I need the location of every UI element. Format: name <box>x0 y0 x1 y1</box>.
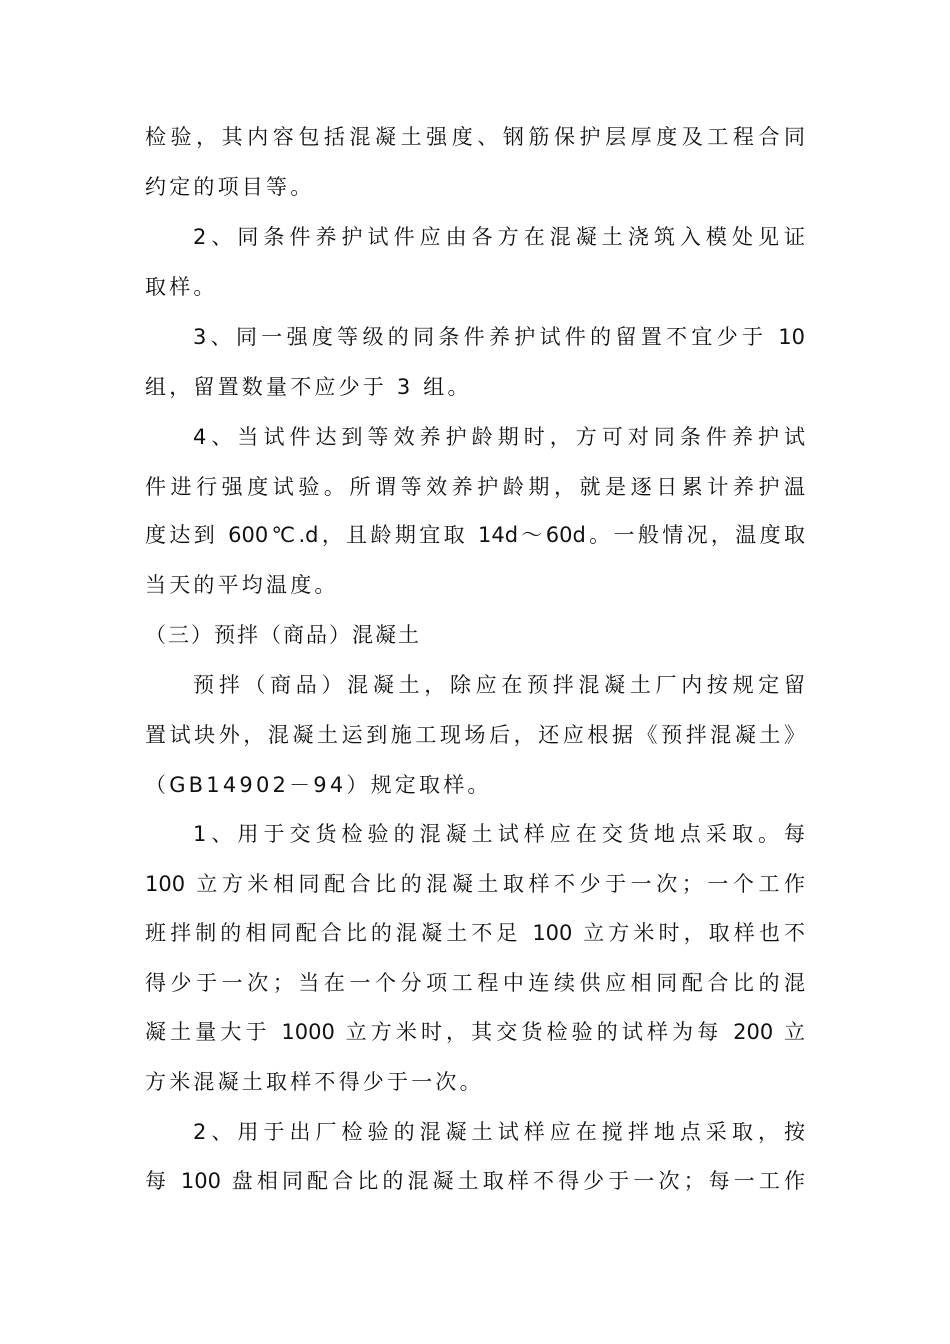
text-line: 置试块外，混凝土运到施工现场后，还应根据《预拌混凝土》 <box>145 723 805 747</box>
text-line: （GB14902－94）规定取样。 <box>145 773 492 797</box>
text-line: 凝土量大于 1000 立方米时，其交货检验的试样为每 200 立 <box>145 1020 805 1044</box>
text-line: 检验，其内容包括混凝土强度、钢筋保护层厚度及工程合同 <box>145 125 805 149</box>
text-line: 组，留置数量不应少于 3 组。 <box>145 375 472 399</box>
text-line: 班拌制的相同配合比的混凝土不足 100 立方米时，取样也不 <box>145 921 805 945</box>
paragraph-start-line: 预拌（商品）混凝土，除应在预拌混凝土厂内按规定留 <box>193 673 805 697</box>
paragraph-start-line: 1、用于交货检验的混凝土试样应在交货地点采取。每 <box>193 822 805 846</box>
paragraph-start-line: 3、同一强度等级的同条件养护试件的留置不宜少于 10 <box>193 325 805 349</box>
text-line: 方米混凝土取样不得少于一次。 <box>145 1070 484 1094</box>
text-line: 每 100 盘相同配合比的混凝土取样不得少于一次；每一工作 <box>145 1169 805 1193</box>
text-line: 得少于一次；当在一个分项工程中连续供应相同配合比的混 <box>145 971 805 995</box>
text-line: 当天的平均温度。 <box>145 573 339 597</box>
text-line: 100 立方米相同配合比的混凝土取样不少于一次；一个工作 <box>145 872 805 896</box>
text-line: 度达到 600℃.d，且龄期宜取 14d～60d。一般情况，温度取 <box>145 523 805 547</box>
text-line: 约定的项目等。 <box>145 175 315 199</box>
paragraph-start-line: 2、同条件养护试件应由各方在混凝土浇筑入模处见证 <box>193 225 805 249</box>
text-line: 取样。 <box>145 275 218 299</box>
section-heading: （三）预拌（商品）混凝土 <box>145 623 421 647</box>
text-line: 件进行强度试验。所谓等效养护龄期，就是逐日累计养护温 <box>145 475 805 499</box>
paragraph-start-line: 2、用于出厂检验的混凝土试样应在搅拌地点采取，按 <box>193 1120 805 1144</box>
paragraph-start-line: 4、当试件达到等效养护龄期时，方可对同条件养护试 <box>193 425 805 449</box>
